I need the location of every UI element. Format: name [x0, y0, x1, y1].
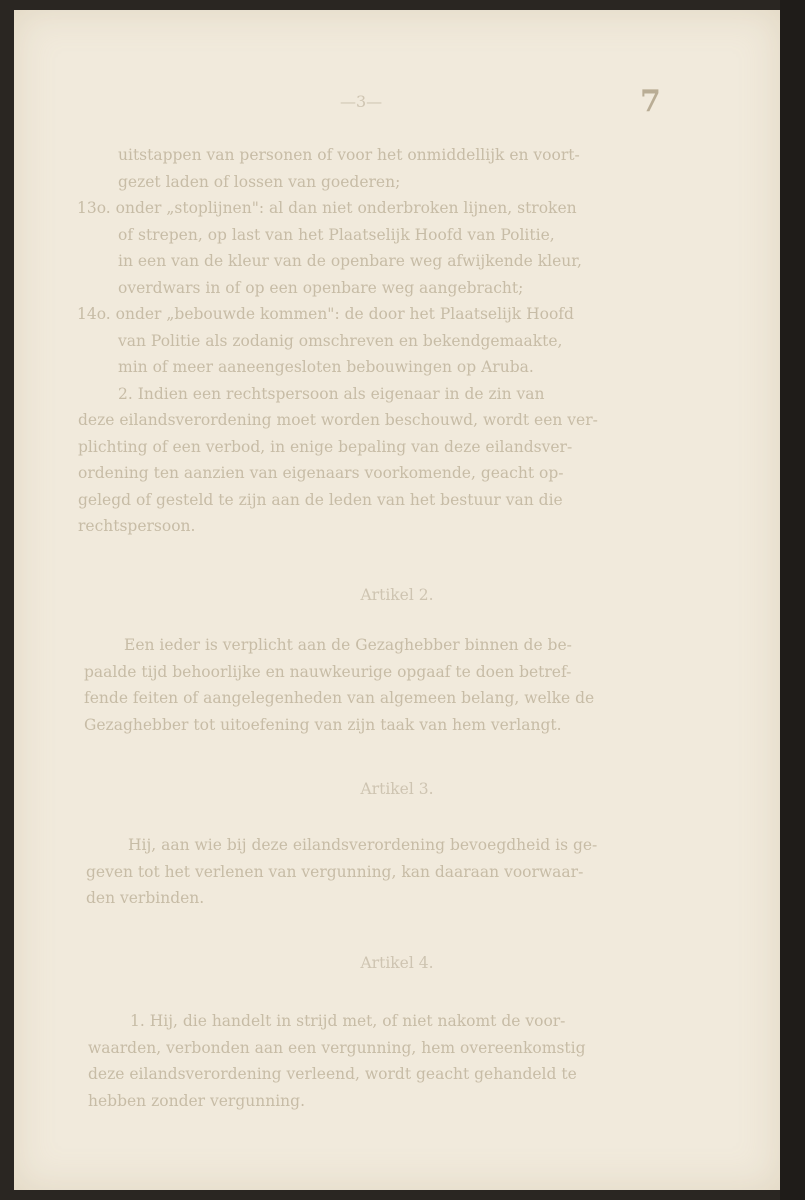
text-line: 1. Hij, die handelt in strijd met, of niet nakomt de voor- [130, 1012, 566, 1030]
text-line: waarden, verbonden aan een vergunning, hem overeenkomstig [88, 1038, 586, 1057]
text-line: van Politie als zodanig omschreven en bekendgemaakte, [118, 331, 563, 350]
text-line: Gezaghebber tot uitoefening van zijn taak van hem verlangt. [84, 715, 562, 734]
text-line: paalde tijd behoorlijke en nauwkeurige opgaaf te doen betref- [84, 662, 572, 681]
article-4-body [0, 1008, 586, 1114]
text-line: uitstappen van personen of voor het onmiddellijk en voort- [118, 146, 580, 164]
text-line: hebben zonder vergunning. [88, 1091, 305, 1110]
text-line: in een van de kleur van de openbare weg afwijkende kleur, [118, 252, 582, 270]
page-number-center: —3— [340, 92, 383, 111]
text-line: 14o. onder „bebouwde kommen": de door het Plaatselijk Hoofd [77, 305, 574, 323]
text-line: deze eilandsverordening verleend, wordt geacht gehandeld te [88, 1065, 577, 1083]
text-line: 2. Indien een rechtspersoon als eigenaar in de zin van [118, 384, 545, 403]
text-line: of strepen, op last van het Plaatselijk Hoofd van Politie, [118, 225, 555, 244]
article-2-body [0, 632, 594, 738]
text-line: gelegd of gesteld te zijn aan de leden van het bestuur van die [78, 490, 563, 509]
text-line: Een ieder is verplicht aan de Gezaghebber binnen de be- [124, 636, 572, 654]
text-line: overdwars in of op een openbare weg aangebracht; [118, 278, 524, 297]
text-line: deze eilandsverordening moet worden beschouwd, wordt een ver- [78, 411, 598, 429]
text-line: fende feiten of aangelegenheden van algemeen belang, welke de [84, 689, 595, 707]
text-line: geven tot het verlenen van vergunning, kan daaraan voorwaar- [86, 862, 584, 881]
article-3-heading: Artikel 3. [360, 780, 434, 798]
text-line: rechtspersoon. [78, 517, 196, 535]
text-line: plichting of een verbod, in enige bepaling van deze eilandsver- [78, 437, 573, 456]
article-2-heading: Artikel 2. [360, 586, 434, 604]
text-line: min of meer aaneengesloten bebouwingen op Aruba. [118, 358, 534, 376]
article-4-heading: Artikel 4. [360, 954, 434, 972]
text-line: Hij, aan wie bij deze eilandsverordening bevoegdheid is ge- [128, 836, 598, 854]
text-line: den verbinden. [86, 889, 205, 907]
text-line: 13o. onder „stoplijnen": al dan niet onderbroken lijnen, stroken [77, 199, 577, 217]
page-number-right: 7 [640, 84, 661, 119]
text-line: ordening ten aanzien van eigenaars voorkomende, geacht op- [78, 464, 564, 482]
scan-border [780, 0, 805, 1200]
text-line: gezet laden of lossen van goederen; [118, 172, 401, 191]
article-3-body [0, 832, 597, 912]
definitions-block [0, 142, 598, 540]
